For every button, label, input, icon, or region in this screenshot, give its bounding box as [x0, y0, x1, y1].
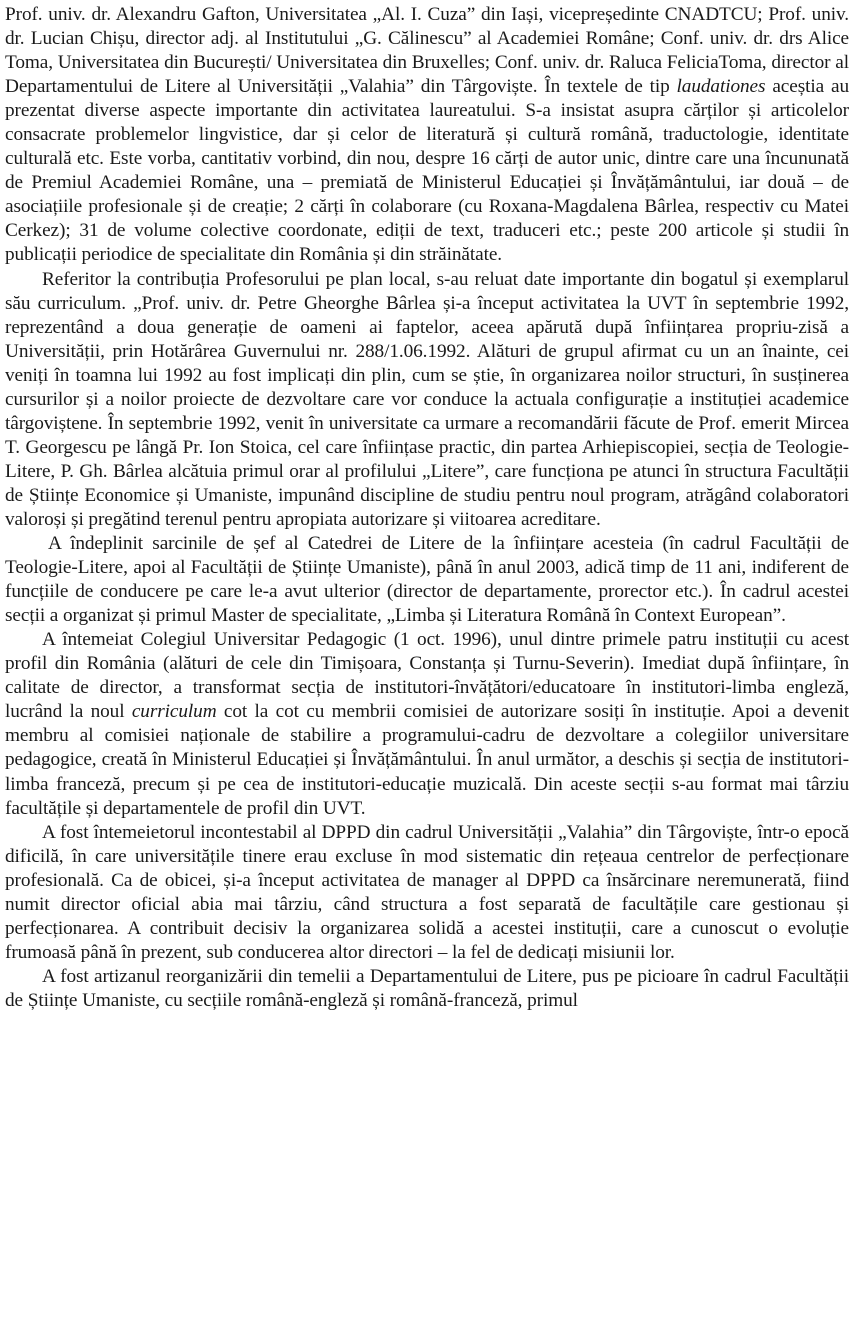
paragraph-dppd [5, 821, 849, 965]
paragraph-text: A fost artizanul reorganizării din temelii a Departamentului de Litere, pus pe picioare în cadrul Facultății de Științe Umaniste, cu secțiile română-engleză și română-franceză, primul [5, 965, 849, 1011]
paragraph-text: cot la cot cu membrii comisiei de autorizare sosiți în instituție. Apoi a devenit membru al comisiei naționale de stabilire a programului-cadru de dezvoltare a colegiilor universitare pedagogice, creată în Ministerul Educației și Învățământului. În anul următor, a deschis și secția de institutori-limba franceză, precum și pe cea de institutori-educație muzicală. Din aceste secții s-au format mai târziu facultățile și departamentele de profil din UVT. [5, 701, 849, 819]
italic-term-laudationes: laudationes [676, 76, 766, 98]
paragraph-catedra-litere [5, 532, 849, 628]
paragraph-text: A întemeiat Colegiul Universitar Pedagogic (1 oct. 1996), unul dintre primele patru instituții cu acest profil din România (alături de cele din Timișoara, Constanța și Turnu-Severin). Imediat după înființare, în calitate de director, a transformat secția de institutori-învățători/educatoare în institutori-limba engleză, lucrând la noul [5, 629, 849, 723]
italic-term-curriculum: curriculum [131, 701, 217, 723]
paragraph-laudationes [5, 3, 849, 268]
paragraph-text: Referitor la contribuția Profesorului pe plan local, s-au reluat date importante din bogatul și exemplarul său curriculum. „Prof. univ. dr. Petre Gheorghe Bârlea și-a început activitatea la UVT în septembrie 1992, reprezentând a doua generație de oameni ai faptelor, aceea apărută după înființarea propriu-zisă a Universității, prin Hotărârea Guvernului nr. 288/1.06.1992. Alături de grupul afirmat cu un an înainte, cei veniți în toamna lui 1992 au fost implicați din plin, cum se știe, în organizarea noilor structuri, în susținerea cursurilor și a noilor proiecte de dezvoltare care vor conduce la actuala configurație a instituției academice târgoviștene. În septembrie 1992, venit în universitate ca urmare a recomandării făcute de Prof. emerit Mircea T. Georgescu pe lângă Pr. Ion Stoica, cel care înființase practic, din partea Arhiepiscopiei, secția de Teologie-Litere, P. Gh. Bârlea alcătuia primul orar al profilului „Litere”, care funcționa pe atunci în structura Facultății de Științe Economice și Umaniste, impunând discipline de studiu pentru noul program, atrăgând colaboratori valoroși și pregătind terenul pentru apropiata autorizare și viitoarea acreditare. [5, 268, 849, 530]
paragraph-text: A îndeplinit sarcinile de șef al Catedrei de Litere de la înființare acesteia (în cadrul Facultății de Teologie-Litere, apoi al Facultății de Științe Umaniste), până în anul 2003, adică timp de 11 ani, indiferent de funcțiile de conducere pe care le-a avut ulterior (director de departamente, prorector etc.). În cadrul acestei secții a organizat și primul Master de specialitate, „Limba și Literatura Română în Context European”. [5, 533, 849, 627]
paragraph-text: aceștia au prezentat diverse aspecte importante din activitatea laureatului. S-a insistat asupra cărților și articolelor consacrate problemelor lingvistice, dar și celor de literatură și cultură română, traductologie, identitate culturală etc. Este vorba, cantitativ vorbind, din nou, despre 16 cărți de autor unic, dintre care una încununată de Premiul Academiei Române, una – premiată de Ministerul Educației și Învățământului, iar două – de asociațiile profesionale și de creație; 2 cărți în colaborare (cu Roxana-Magdalena Bârlea, respectiv cu Matei Cerkez); 31 de volume colective coordonate, ediții de text, traduceri etc.; peste 200 articole și studii în publicații periodice de specialitate din România și din străinătate. [5, 76, 849, 266]
paragraph-local-contribution [5, 268, 849, 533]
paragraph-text: A fost întemeietorul incontestabil al DPPD din cadrul Universității „Valahia” din Târgoviște, într-o epocă dificilă, în care universitățile tinere erau excluse în mod sistematic din rețeaua centrelor de perfecționare profesională. Ca de obicei, și-a început activitatea de manager al DPPD ca însărcinare neremunerată, fiind numit director oficial abia mai târziu, când structura a fost separată de facultățile care gestionau și perfecționarea. A contribuit decisiv la organizarea solidă a acestei instituții, care a cunoscut o evoluție frumoasă până în prezent, sub conducerea altor directori – la fel de dedicați misiunii lor. [5, 821, 849, 963]
paragraph-departament-litere [5, 965, 849, 1013]
paragraph-text: Prof. univ. dr. Alexandru Gafton, Universitatea „Al. I. Cuza” din Iași, vicepreședinte CNADTCU; Prof. univ. dr. Lucian Chișu, director adj. al Institutului „G. Călinescu” al Academiei Române; Conf. univ. dr. drs Alice Toma, Universitatea din București/ Universitatea din Bruxelles; Conf. univ. dr. Raluca FeliciaToma, director al Departamentului de Litere al Universității „Valahia” din Târgoviște. În textele de tip [5, 4, 849, 98]
paragraph-colegiul-pedagogic [5, 628, 849, 820]
